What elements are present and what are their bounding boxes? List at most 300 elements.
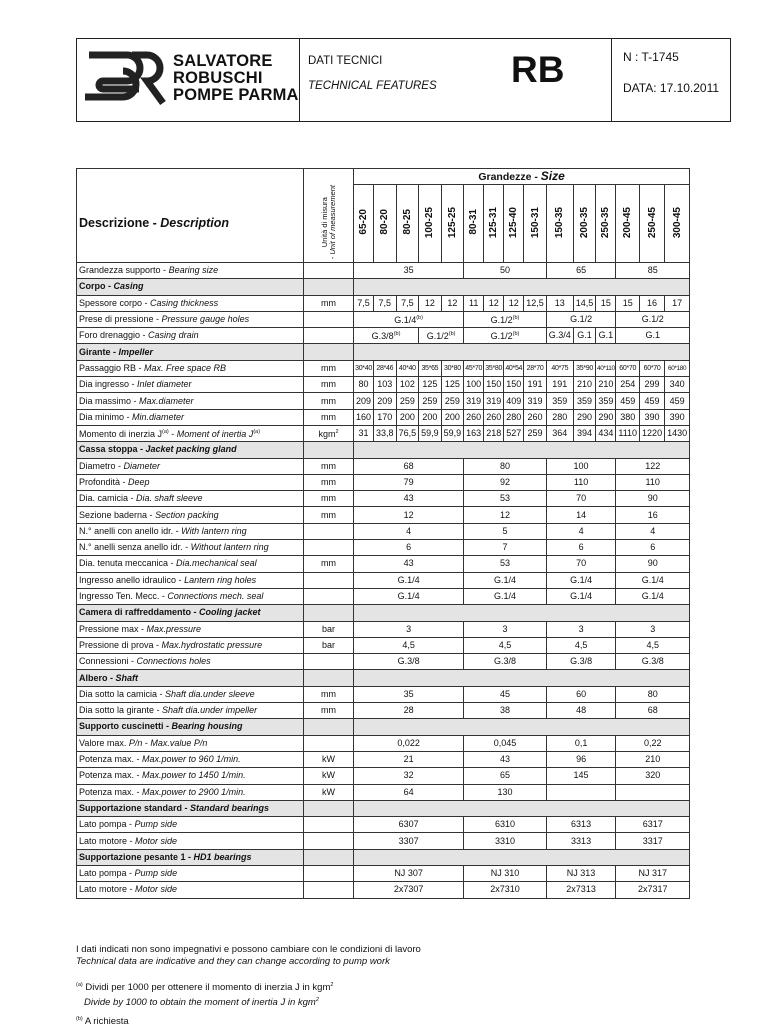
cell-value: G.3/8 (570, 656, 593, 667)
value-cell (419, 360, 442, 376)
value-cell (616, 735, 690, 751)
cell-value: 2x7313 (566, 884, 596, 895)
value-cell (464, 540, 547, 556)
cell-value: 210 (645, 754, 661, 765)
row-description (77, 328, 304, 344)
row-label-it: Valore max. (79, 737, 129, 748)
value-cell (464, 409, 484, 425)
cell-value: 130 (497, 786, 513, 797)
value-cell (354, 263, 464, 279)
cell-value: 218 (486, 428, 502, 439)
disclaimer (76, 944, 421, 968)
cell-note: (b) (393, 331, 401, 338)
cell-value: G.1/2 (641, 314, 664, 325)
table-row (77, 751, 690, 767)
cell-value: 14,5 (575, 297, 594, 308)
table-row (77, 637, 690, 653)
value-cell (419, 409, 442, 425)
cell-value: 340 (669, 379, 685, 390)
row-description (77, 425, 304, 441)
value-cell (616, 621, 690, 637)
row-label-it: Lato pompa - (79, 868, 135, 879)
cell-value: 3310 (494, 835, 515, 846)
row-description (77, 882, 304, 898)
value-cell (354, 328, 419, 344)
value-cell (464, 588, 547, 604)
row-label-it: Passaggio RB - (79, 362, 145, 373)
cell-value: 3 (650, 623, 656, 634)
value-cell (441, 409, 464, 425)
value-cell (546, 686, 616, 702)
row-label-en: Motor side (135, 835, 178, 846)
table-row (77, 817, 690, 833)
cell-value: 43 (403, 493, 414, 504)
unit-cell (304, 507, 354, 523)
cell-value: NJ 317 (638, 868, 667, 879)
cell-value: G.1/4 (493, 574, 516, 585)
unit-value: mm (321, 688, 336, 699)
section-header-row (77, 442, 690, 458)
row-description (77, 768, 304, 784)
size-column-header (419, 185, 442, 263)
cell-value: 125 (422, 379, 438, 390)
cell-value: 380 (620, 411, 636, 422)
value-cell (374, 393, 397, 409)
cell-value: 70 (576, 493, 587, 504)
value-cell (616, 686, 690, 702)
value-cell (354, 311, 464, 327)
document-header (76, 38, 731, 122)
value-cell (524, 409, 547, 425)
unit-value: mm (321, 297, 336, 308)
row-description (77, 817, 304, 833)
row-description (77, 474, 304, 490)
size-label: 150-35 (554, 206, 566, 238)
cell-value: 4 (650, 525, 656, 536)
cell-value: 260 (527, 411, 543, 422)
disclaimer-it: I dati indicati non sono impegnativi e possono cambiare con le condizioni di lavoro (76, 944, 421, 955)
cell-value: 35*90 (576, 364, 593, 372)
value-cell (665, 377, 690, 393)
value-cell (546, 751, 616, 767)
value-cell (616, 637, 690, 653)
row-description (77, 572, 304, 588)
cell-value: 163 (466, 428, 482, 439)
value-cell (354, 377, 374, 393)
value-cell (354, 817, 464, 833)
cell-value: G.1/4 (641, 574, 664, 585)
row-label-it: Spessore corpo - (79, 297, 151, 308)
cell-value: 319 (466, 395, 482, 406)
cell-value: 79 (403, 477, 414, 487)
value-cell (464, 572, 547, 588)
cell-value: 459 (644, 395, 660, 406)
cell-value: 60 (576, 688, 587, 699)
value-cell (396, 409, 419, 425)
value-cell (524, 425, 547, 441)
row-description (77, 491, 304, 507)
cell-value: 15 (600, 297, 611, 308)
size-column-header (374, 185, 397, 263)
table-row (77, 474, 690, 490)
section-unit-cell (304, 849, 354, 865)
value-cell (464, 523, 547, 539)
section-header-row (77, 670, 690, 686)
cell-value: 30*80 (443, 364, 461, 372)
cell-value: 6 (406, 542, 412, 553)
section-header-row (77, 279, 690, 295)
size-label: 200-35 (579, 206, 591, 238)
row-label-en: Lantern ring holes (184, 574, 257, 585)
value-cell (665, 409, 690, 425)
value-cell (354, 654, 464, 670)
row-label-it: Sezione baderna - (79, 509, 156, 520)
cell-value: 434 (598, 428, 614, 439)
value-cell (616, 882, 690, 898)
value-cell (374, 409, 397, 425)
size-label: 80-25 (401, 209, 413, 235)
value-cell (665, 295, 690, 311)
value-cell (596, 377, 616, 393)
unit-header-text (321, 185, 337, 259)
value-cell (354, 360, 374, 376)
sr-logo-icon (77, 39, 172, 121)
cell-value: 60*70 (643, 364, 661, 372)
row-label-en: Without lantern ring (190, 542, 269, 553)
cell-value: 68 (647, 705, 658, 716)
row-label-en: Max.hydrostatic pressure (161, 639, 263, 650)
cell-value: 5 (502, 525, 508, 536)
size-column-header (524, 185, 547, 263)
cell-value: 70 (576, 558, 587, 569)
cell-value: 200 (444, 411, 460, 422)
row-label-en: Standard bearings (190, 802, 270, 813)
value-cell (354, 833, 464, 849)
table-row (77, 491, 690, 507)
row-label-it: Diametro - (79, 460, 124, 471)
unit-header-en: - Unit of measurement (327, 184, 337, 259)
value-cell (504, 409, 524, 425)
value-cell (546, 360, 573, 376)
row-label-it: Dia sotto la girante - (79, 705, 163, 716)
value-cell (640, 393, 665, 409)
row-description (77, 621, 304, 637)
value-cell (546, 882, 616, 898)
row-label-en: Connections holes (136, 656, 211, 667)
logo-line-1: SALVATORE (173, 52, 273, 70)
value-cell (616, 556, 690, 572)
row-description (77, 654, 304, 670)
value-cell (504, 425, 524, 441)
value-cell (546, 474, 616, 490)
cell-value: 85 (647, 265, 658, 276)
section-fill-cell (354, 344, 690, 360)
grandezze-label-en: Size (540, 168, 565, 183)
cell-value: 30*40 (355, 364, 372, 372)
cell-value: 6 (650, 542, 656, 553)
unit-cell (304, 817, 354, 833)
row-label-it: Lato motore - (79, 884, 136, 895)
table-row (77, 540, 690, 556)
value-cell (616, 768, 690, 784)
cell-value: 60*70 (619, 364, 637, 372)
row-label-it: Potenza max. - (79, 770, 143, 781)
cell-value: 1220 (642, 428, 663, 439)
row-label-en-note: (a) (253, 429, 261, 436)
row-description (77, 311, 304, 327)
size-column-header (484, 185, 504, 263)
table-row (77, 735, 690, 751)
size-label: 65-20 (358, 209, 370, 235)
row-label-en: Shaft (115, 672, 139, 683)
section-title (77, 719, 304, 735)
value-cell (354, 865, 464, 881)
cell-value: 50 (499, 265, 510, 276)
description-label-en: Description (160, 215, 230, 230)
row-label-en: Inlet diameter (137, 379, 192, 390)
row-description (77, 784, 304, 800)
unit-value: bar (321, 623, 335, 634)
value-cell (616, 588, 690, 604)
section-fill-cell (354, 800, 690, 816)
cell-value: 65 (499, 770, 510, 781)
cell-note: (b) (448, 331, 456, 338)
value-cell (616, 474, 690, 490)
row-label-en: Max.power to 1450 1/min. (142, 770, 246, 781)
row-label-it: Ingresso Ten. Mecc. - (79, 591, 168, 602)
unit-cell (304, 295, 354, 311)
row-description (77, 865, 304, 881)
section-unit-cell (304, 800, 354, 816)
value-cell (616, 458, 690, 474)
cell-value: 4,5 (402, 639, 415, 650)
unit-cell (304, 523, 354, 539)
unit-cell (304, 491, 354, 507)
cell-value: 320 (645, 770, 661, 781)
value-cell (354, 588, 464, 604)
cell-value: 6317 (642, 819, 663, 830)
row-description (77, 409, 304, 425)
row-label-it: Ingresso anello idraulico - (79, 574, 185, 585)
table-row (77, 311, 690, 327)
cell-value: 2x7310 (490, 884, 520, 895)
row-label-en: Casing thickness (150, 297, 219, 308)
grandezze-label-it: Grandezze - (478, 170, 541, 183)
unit-cell (304, 703, 354, 719)
cell-value: 6 (578, 542, 584, 553)
cell-value: 6310 (494, 819, 515, 830)
value-cell (546, 491, 616, 507)
section-unit-cell (304, 670, 354, 686)
description-header (77, 185, 304, 263)
cell-value: 359 (552, 395, 568, 406)
table-row (77, 263, 690, 279)
value-cell (616, 833, 690, 849)
cell-value: 80 (358, 379, 369, 390)
section-title (77, 344, 304, 360)
unit-cell (304, 833, 354, 849)
cell-value: G.3/4 (548, 330, 571, 341)
unit-cell (304, 377, 354, 393)
cell-value: 7,5 (378, 297, 392, 308)
section-header-row (77, 849, 690, 865)
size-label: 150-31 (529, 206, 541, 238)
value-cell (524, 360, 547, 376)
value-cell (616, 751, 690, 767)
size-column-header (546, 185, 573, 263)
value-cell (546, 507, 616, 523)
unit-cell (304, 637, 354, 653)
value-cell (396, 425, 419, 441)
header-corner-cell (77, 169, 304, 185)
footnote-a (76, 979, 333, 1009)
unit-value: mm (321, 509, 336, 520)
value-cell (616, 328, 690, 344)
value-cell (441, 360, 464, 376)
cell-value: 16 (647, 297, 658, 308)
cell-value: 122 (645, 460, 661, 471)
cell-value: 32 (403, 770, 414, 781)
table-row (77, 588, 690, 604)
footnote-a-mark: (a) (76, 982, 83, 988)
value-cell (484, 425, 504, 441)
cell-value: G.3/8 (493, 656, 516, 667)
cell-value: 103 (377, 379, 393, 390)
row-label-en: Cooling jacket (199, 607, 261, 618)
row-description (77, 507, 304, 523)
value-cell (396, 393, 419, 409)
footnote-a-en: Divide by 1000 to obtain the moment of inertia J in kgm (84, 997, 316, 1009)
row-description (77, 588, 304, 604)
row-label-en: Deep (128, 477, 150, 487)
value-cell (464, 865, 547, 881)
row-label-it: Camera di raffreddamento - (79, 607, 200, 618)
cell-value: 3 (502, 623, 508, 634)
value-cell (464, 637, 547, 653)
cell-value: 15 (622, 297, 633, 308)
section-unit-cell (304, 605, 354, 621)
value-cell (596, 409, 616, 425)
row-label-it: Connessioni - (79, 656, 137, 667)
table-row (77, 572, 690, 588)
value-cell (616, 377, 640, 393)
dati-tecnici-label: DATI TECNICI (308, 55, 383, 67)
cell-value: 0,045 (493, 737, 517, 748)
section-title (77, 800, 304, 816)
row-label-it: Dia ingresso - (79, 379, 138, 390)
row-description (77, 735, 304, 751)
row-label-en: Max.power to 960 1/min. (142, 754, 241, 765)
footnote-a-it: Dividi per 1000 per ottenere il momento di inerzia J in kgm (82, 982, 331, 994)
cell-value: 90 (647, 493, 658, 504)
table-row (77, 523, 690, 539)
value-cell (524, 295, 547, 311)
cell-value: 210 (598, 379, 614, 390)
value-cell (596, 328, 616, 344)
value-cell (546, 540, 616, 556)
row-label-en: With lantern ring (181, 525, 247, 536)
cell-value: 280 (552, 411, 568, 422)
value-cell (396, 360, 419, 376)
cell-note: (b) (512, 315, 520, 322)
company-logo (77, 39, 299, 121)
value-cell (374, 425, 397, 441)
cell-value: 35 (403, 265, 414, 276)
cell-value: 40*40 (398, 364, 416, 372)
row-label-en: Impeller (118, 346, 154, 357)
unit-value: kgm (318, 429, 336, 440)
logo-line-3: POMPE PARMA (173, 86, 299, 104)
row-label-en: Max.diameter (139, 395, 194, 406)
value-cell (464, 393, 484, 409)
value-cell (464, 360, 484, 376)
section-fill-cell (354, 605, 690, 621)
row-label-it: Momento di inerzia J (79, 429, 163, 440)
cell-value: 160 (356, 411, 372, 422)
value-cell (354, 882, 464, 898)
cell-value: 12 (508, 297, 519, 308)
cell-value: 209 (356, 395, 372, 406)
cell-value: 6313 (571, 819, 592, 830)
row-label-en: Connections mech. seal (167, 591, 264, 602)
cell-value: 170 (377, 411, 393, 422)
cell-value: 254 (620, 379, 636, 390)
value-cell (374, 377, 397, 393)
cell-value: 290 (598, 411, 614, 422)
footnote-b (76, 1013, 129, 1028)
row-label-it: Foro drenaggio - (79, 330, 149, 341)
value-cell (354, 572, 464, 588)
unit-cell (304, 588, 354, 604)
row-label-en: Pump side (134, 819, 178, 830)
size-label: 125-31 (488, 206, 500, 238)
value-cell (640, 425, 665, 441)
unit-cell (304, 311, 354, 327)
cell-value: G.1/4 (394, 315, 417, 326)
row-label-it: Dia. tenuta meccanica - (79, 558, 177, 569)
table-row (77, 703, 690, 719)
unit-cell (304, 686, 354, 702)
row-label-en: Shaft dia.under sleeve (165, 688, 255, 699)
footnote-b-text: A richiesta (82, 1016, 129, 1028)
value-cell (354, 523, 464, 539)
row-label-it: Grandezza supporto - (79, 265, 169, 276)
header-divider (611, 39, 612, 121)
document-date: DATA: 17.10.2011 (623, 81, 720, 95)
size-label: 80-31 (468, 209, 480, 235)
cell-value: 80 (499, 460, 510, 471)
value-cell (640, 409, 665, 425)
size-column-header (665, 185, 690, 263)
value-cell (441, 425, 464, 441)
value-cell (504, 393, 524, 409)
row-description (77, 393, 304, 409)
value-cell (464, 311, 547, 327)
cell-value: 319 (527, 395, 543, 406)
value-cell (354, 458, 464, 474)
cell-value: 459 (669, 395, 685, 406)
row-label-en: Bearing housing (171, 721, 243, 732)
value-cell (616, 393, 640, 409)
row-description (77, 556, 304, 572)
value-cell (546, 588, 616, 604)
value-cell (640, 295, 665, 311)
row-label-it: Pressione di prova - (79, 639, 162, 650)
section-fill-cell (354, 670, 690, 686)
unit-cell (304, 458, 354, 474)
unit-value: mm (321, 411, 336, 422)
value-cell (464, 507, 547, 523)
